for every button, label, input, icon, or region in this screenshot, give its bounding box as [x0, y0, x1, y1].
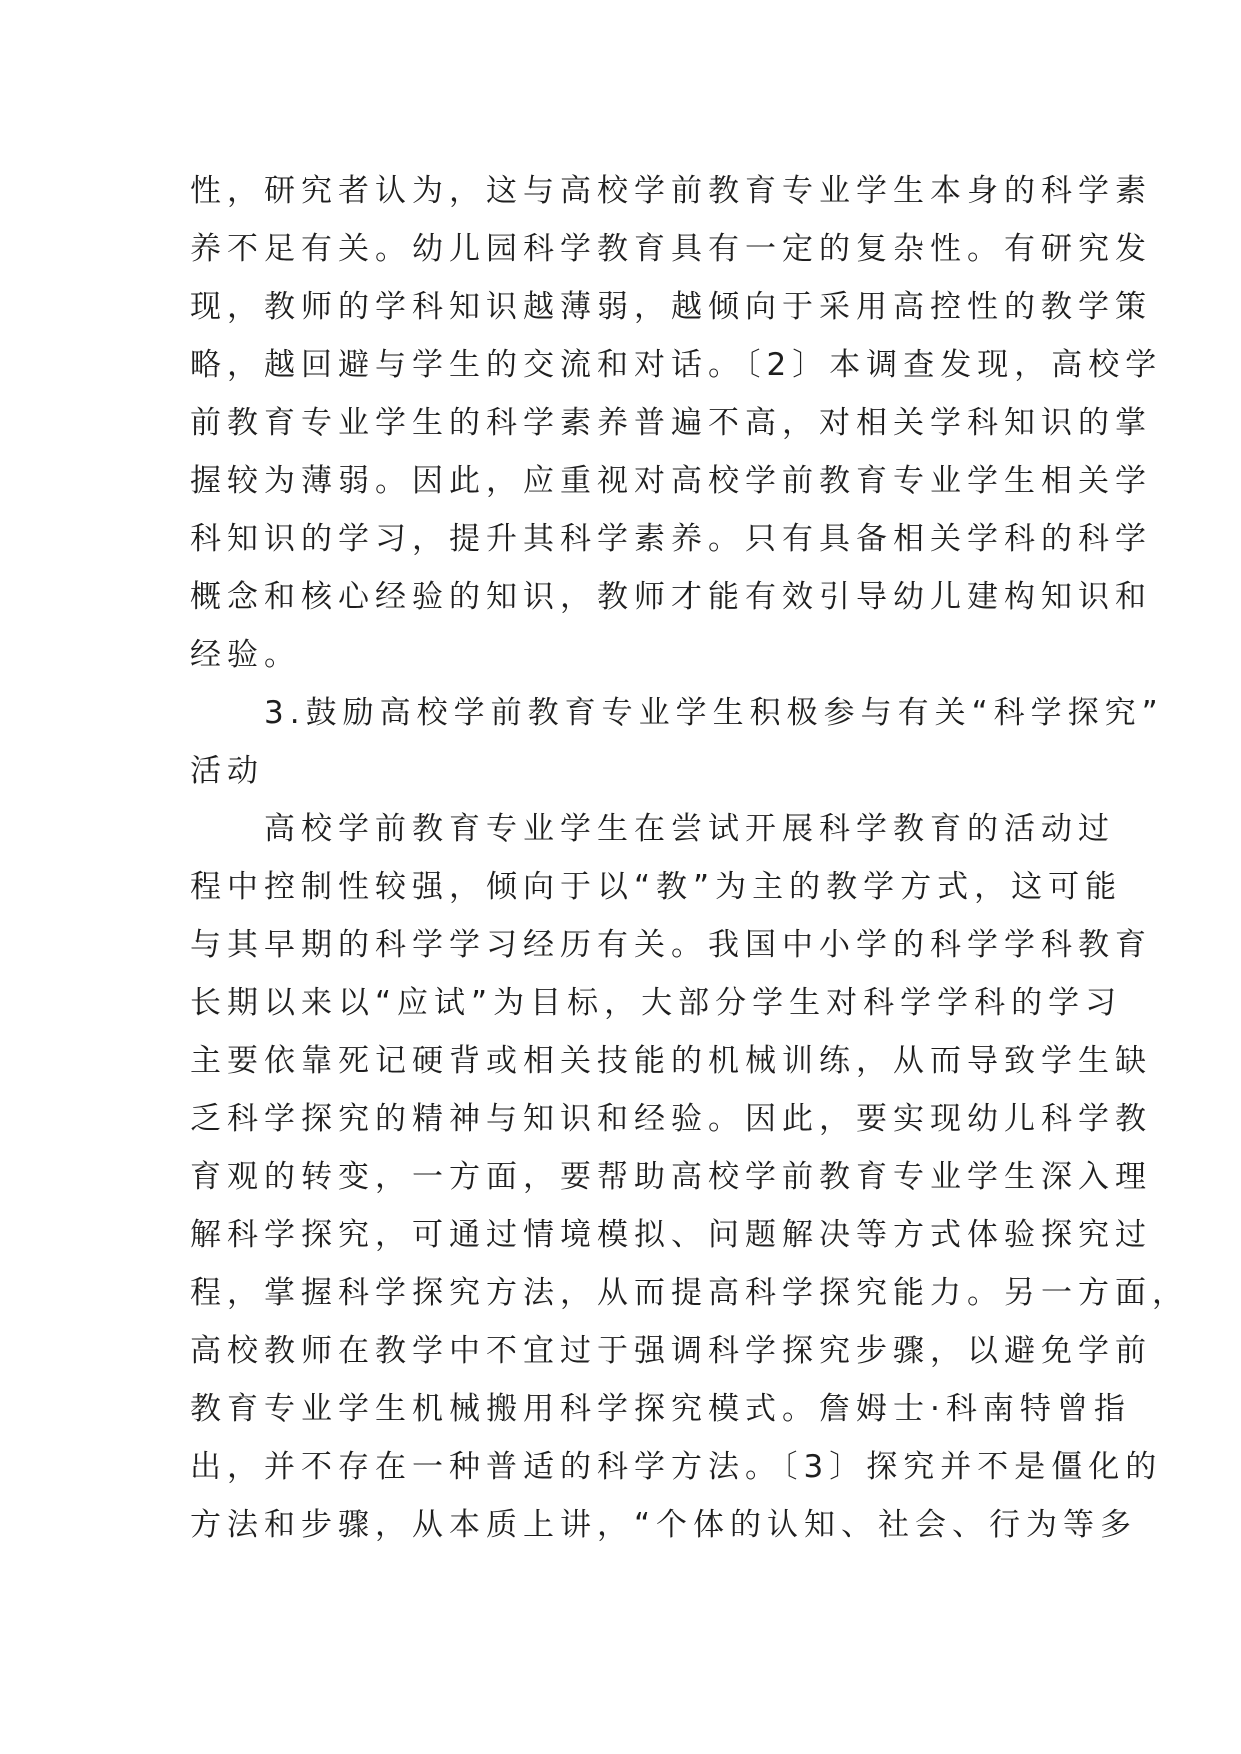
text-line: 程，掌握科学探究方法，从而提高科学探究能力。另一方面， — [190, 1275, 1189, 1311]
text-line: 长期以来以“应试”为目标，大部分学生对科学学科的学习 — [190, 985, 1123, 1021]
text-line: 乏科学探究的精神与知识和经验。因此，要实现幼儿科学教 — [190, 1101, 1152, 1137]
text-line: 略，越回避与学生的交流和对话。〔2〕本调查发现，高校学 — [190, 347, 1163, 383]
text-line: 现，教师的学科知识越薄弱，越倾向于采用高控性的教学策 — [190, 289, 1152, 325]
text-line: 与其早期的科学学习经历有关。我国中小学的科学学科教育 — [190, 927, 1152, 963]
text-line: 养不足有关。幼儿园科学教育具有一定的复杂性。有研究发 — [190, 231, 1152, 267]
text-line: 教育专业学生机械搬用科学探究模式。詹姆士·科南特曾指 — [190, 1391, 1131, 1427]
section-heading: 3.鼓励高校学前教育专业学生积极参与有关“科学探究” — [190, 695, 1164, 731]
text-line: 高校学前教育专业学生在尝试开展科学教育的活动过 — [190, 811, 1115, 847]
text-line: 解科学探究，可通过情境模拟、问题解决等方式体验探究过 — [190, 1217, 1152, 1253]
text-line: 科知识的学习，提升其科学素养。只有具备相关学科的科学 — [190, 521, 1152, 557]
text-line: 性，研究者认为，这与高校学前教育专业学生本身的科学素 — [190, 173, 1152, 209]
text-line: 程中控制性较强，倾向于以“教”为主的教学方式，这可能 — [190, 869, 1123, 905]
text-line: 主要依靠死记硬背或相关技能的机械训练，从而导致学生缺 — [190, 1043, 1152, 1079]
text-line: 概念和核心经验的知识，教师才能有效引导幼儿建构知识和 — [190, 579, 1152, 615]
text-line: 经验。 — [190, 637, 301, 673]
text-line: 育观的转变，一方面，要帮助高校学前教育专业学生深入理 — [190, 1159, 1152, 1195]
text-line: 方法和步骤，从本质上讲，“个体的认知、社会、行为等多 — [190, 1507, 1138, 1543]
section-heading: 活动 — [190, 753, 264, 789]
text-line: 握较为薄弱。因此，应重视对高校学前教育专业学生相关学 — [190, 463, 1152, 499]
text-line: 出，并不存在一种普适的科学方法。〔3〕探究并不是僵化的 — [190, 1449, 1163, 1485]
text-line: 高校教师在教学中不宜过于强调科学探究步骤，以避免学前 — [190, 1333, 1152, 1369]
document-body — [190, 162, 1189, 1554]
text-line: 前教育专业学生的科学素养普遍不高，对相关学科知识的掌 — [190, 405, 1152, 441]
